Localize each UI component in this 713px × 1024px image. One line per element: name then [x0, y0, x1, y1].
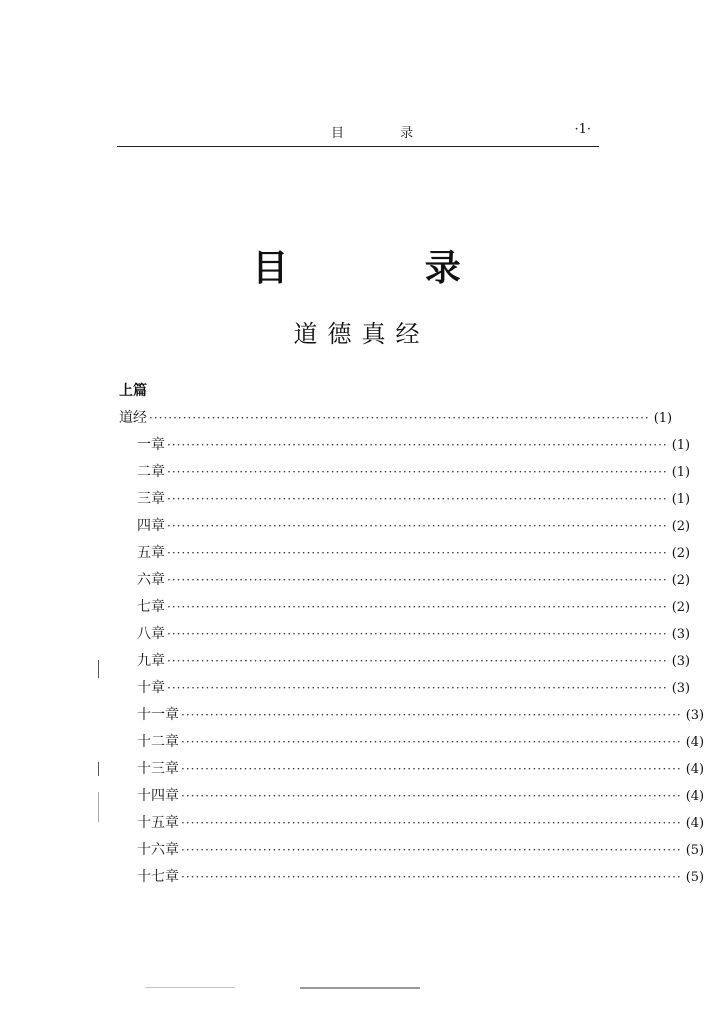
dot-leader: ········································································································ — [167, 600, 668, 614]
toc-entry-page: (3) — [671, 627, 691, 642]
toc-entry-page: (2) — [671, 519, 691, 534]
toc-entry-label: 四章 — [137, 518, 165, 534]
dot-leader: ········································································································ — [181, 870, 682, 884]
toc-entry — [119, 567, 691, 594]
dot-leader: ········································································································ — [181, 816, 682, 830]
dot-leader: ········································································································ — [167, 438, 668, 452]
toc-entry-label: 八章 — [137, 626, 165, 642]
scan-artifact — [300, 987, 420, 989]
dot-leader: ········································································································ — [181, 708, 682, 722]
toc-entry-label: 十一章 — [137, 707, 179, 723]
toc-entry — [119, 837, 705, 864]
toc-entry — [119, 864, 705, 891]
toc-entry-label: 十五章 — [137, 815, 179, 831]
dot-leader: ········································································································ — [181, 735, 682, 749]
section-heading: 上篇 — [119, 383, 147, 399]
dot-leader: ········································································································ — [167, 492, 668, 506]
page-number: ·1· — [574, 122, 591, 137]
toc-entry — [119, 756, 705, 783]
toc-entry-label: 道经 — [119, 410, 147, 426]
running-title: 目 录 — [331, 126, 440, 141]
toc-entry-label: 二章 — [137, 464, 165, 480]
toc-entry-page: (4) — [685, 762, 705, 777]
toc-entry-label: 一章 — [137, 437, 165, 453]
toc-entry-page: (2) — [671, 600, 691, 615]
toc-entry — [119, 486, 691, 513]
toc-entry-label: 十章 — [137, 680, 165, 696]
page-title: 目 录 — [252, 248, 523, 289]
toc-entry-page: (1) — [671, 438, 691, 453]
scan-artifact — [98, 762, 99, 776]
toc-entry-page: (3) — [671, 681, 691, 696]
toc-entry-page: (1) — [671, 465, 691, 480]
toc-entry-label: 十七章 — [137, 869, 179, 885]
toc-entry-page: (4) — [685, 735, 705, 750]
toc-entry-label: 十六章 — [137, 842, 179, 858]
toc-entry-page: (1) — [653, 411, 673, 426]
scan-artifact — [145, 987, 235, 988]
toc-entry — [119, 648, 691, 675]
dot-leader: ········································································································ — [167, 546, 668, 560]
toc-entry-label: 十四章 — [137, 788, 179, 804]
dot-leader: ········································································································ — [167, 627, 668, 641]
toc-entry — [119, 675, 691, 702]
toc-entry-page: (1) — [671, 492, 691, 507]
running-header — [117, 122, 599, 147]
scan-artifact — [98, 660, 99, 678]
toc-entry-page: (3) — [671, 654, 691, 669]
dot-leader: ········································································································ — [181, 843, 682, 857]
toc-entry — [119, 513, 691, 540]
scan-artifact — [98, 792, 99, 822]
dot-leader: ········································································································ — [149, 411, 650, 425]
dot-leader: ········································································································ — [167, 465, 668, 479]
toc-entry — [119, 783, 705, 810]
dot-leader: ········································································································ — [167, 681, 668, 695]
dot-leader: ········································································································ — [167, 573, 668, 587]
dot-leader: ········································································································ — [167, 519, 668, 533]
toc-entry-page: (4) — [685, 789, 705, 804]
toc-entry-label: 六章 — [137, 572, 165, 588]
toc-entry — [119, 810, 705, 837]
toc-entry — [119, 432, 691, 459]
toc-entry-label: 五章 — [137, 545, 165, 561]
toc-entry-page: (2) — [671, 546, 691, 561]
toc-entry-page: (5) — [685, 843, 705, 858]
toc-entry-label: 十二章 — [137, 734, 179, 750]
toc-entry — [119, 594, 691, 621]
dot-leader: ········································································································ — [181, 789, 682, 803]
toc-entry-label: 九章 — [137, 653, 165, 669]
toc-entry — [119, 405, 673, 432]
toc-entry-page: (5) — [685, 870, 705, 885]
book-subtitle: 道德真经 — [293, 320, 430, 348]
toc-entry — [119, 621, 691, 648]
toc-entry-label: 七章 — [137, 599, 165, 615]
dot-leader: ········································································································ — [181, 762, 682, 776]
table-of-contents — [119, 405, 705, 891]
toc-entry-label: 三章 — [137, 491, 165, 507]
toc-entry — [119, 702, 705, 729]
toc-entry — [119, 729, 705, 756]
toc-entry-page: (2) — [671, 573, 691, 588]
toc-entry-label: 十三章 — [137, 761, 179, 777]
toc-entry-page: (3) — [685, 708, 705, 723]
toc-entry — [119, 459, 691, 486]
toc-entry-page: (4) — [685, 816, 705, 831]
dot-leader: ········································································································ — [167, 654, 668, 668]
toc-entry — [119, 540, 691, 567]
